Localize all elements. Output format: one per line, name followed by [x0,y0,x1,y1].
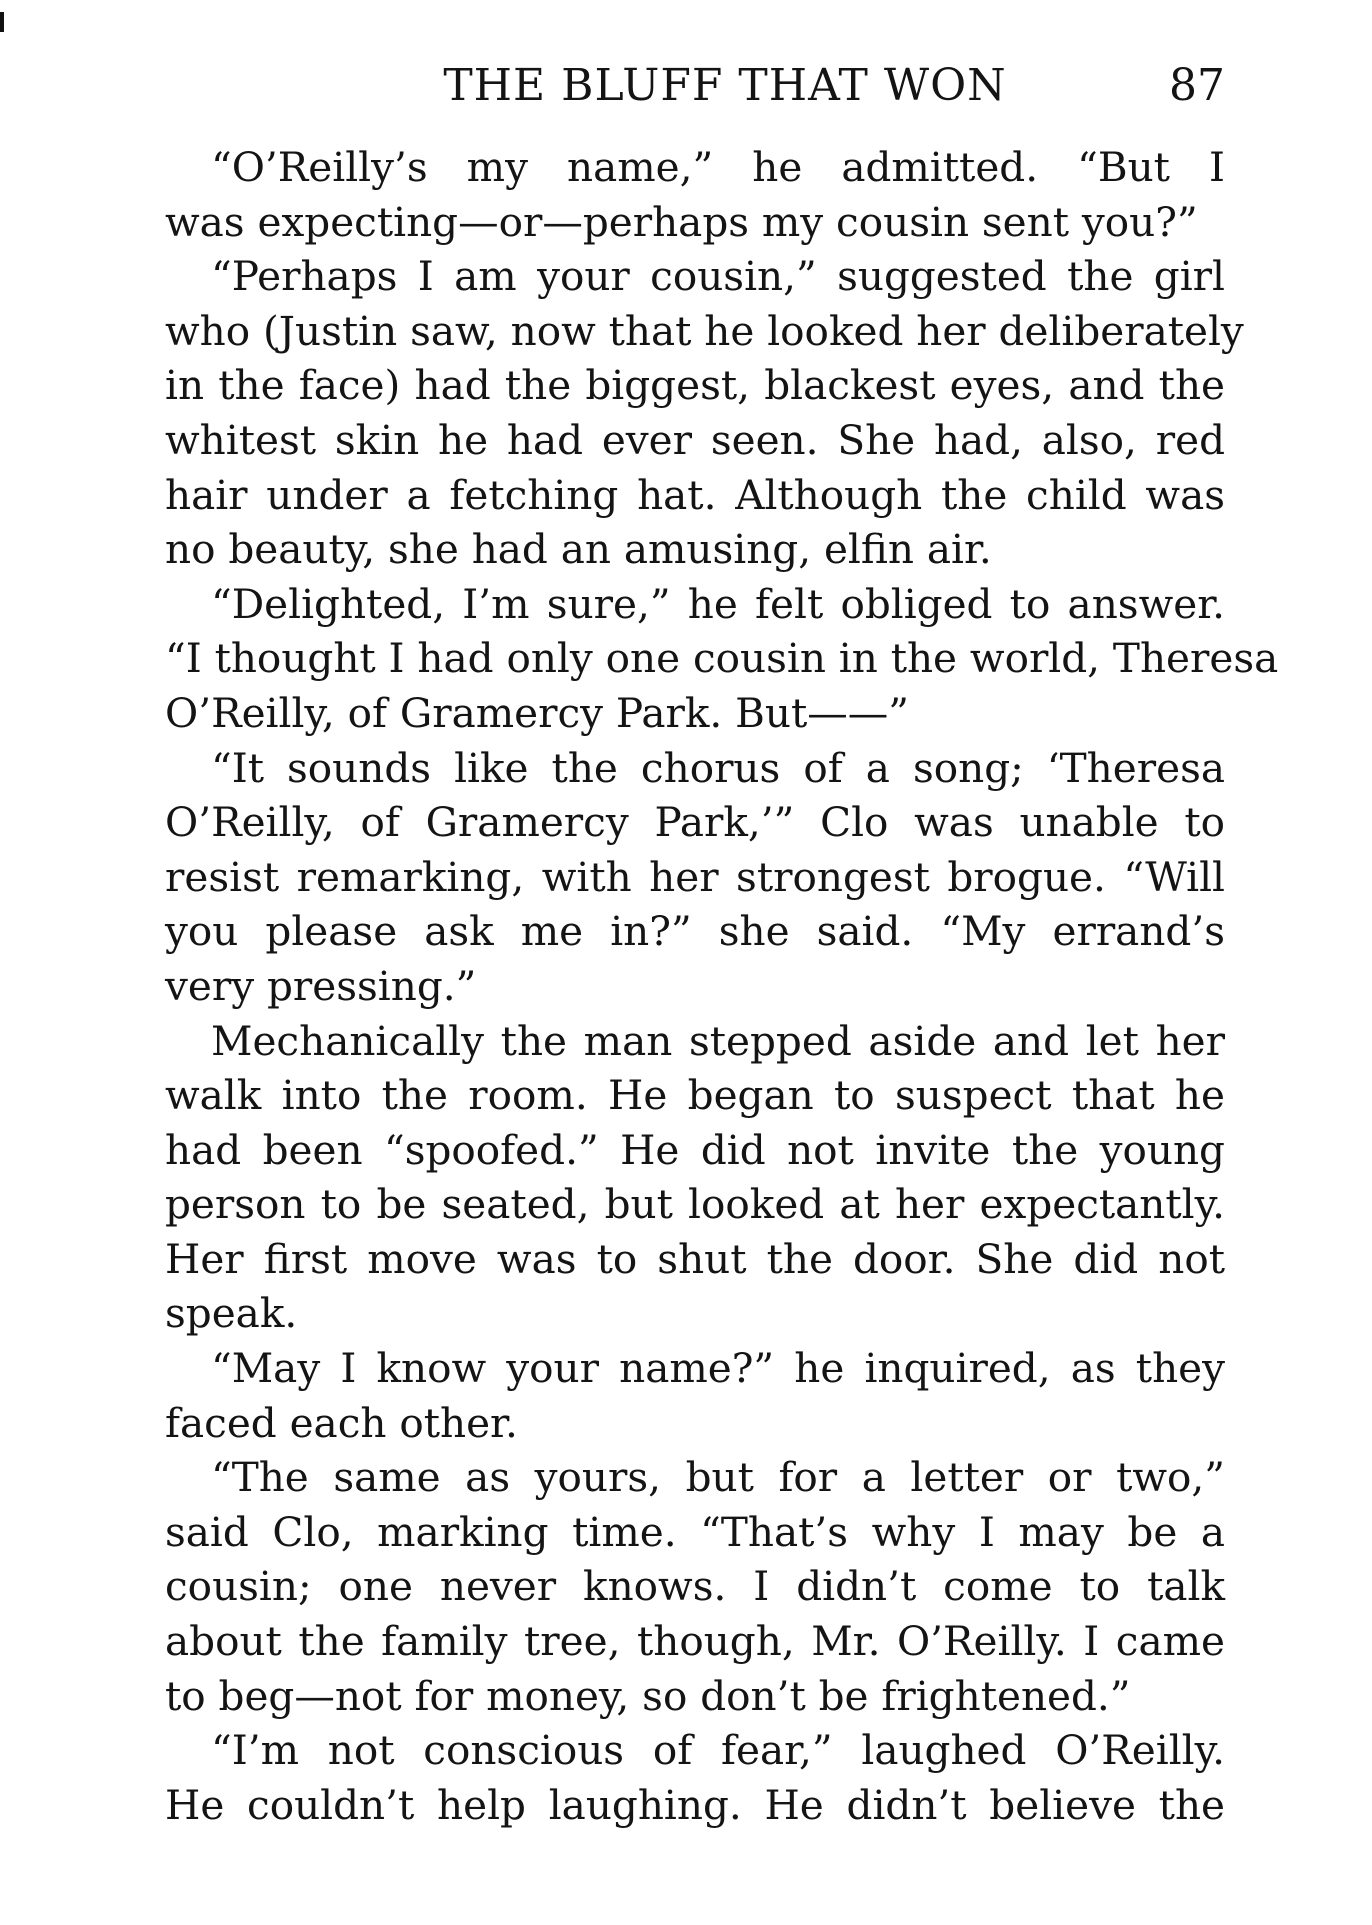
text-line: O’Reilly, of Gramercy Park. But——” [165,688,909,737]
text-line: who (Justin saw, now that he looked her deliberately [165,306,1244,355]
text-line: “O’Reilly’s my name,” he admitted. “But I [211,143,1225,191]
paragraph [165,1723,1225,1832]
text-line: about the family tree, though, Mr. O’Reilly. I came [165,1617,1225,1666]
text-line: person to be seated, but looked at her expectantly. [165,1180,1225,1229]
text-line: O’Reilly, of Gramercy Park,’” Clo was unable to [165,798,1225,847]
text-line: cousin; one never knows. I didn’t come to talk [165,1562,1225,1611]
paragraph [165,1450,1225,1723]
text-line: “Delighted, I’m sure,” he felt obliged to answer. [211,579,1225,628]
text-line: to beg—not for money, so don’t be frightened.” [165,1671,1131,1720]
page-number: 87 [1169,60,1225,111]
paragraph [165,1341,1225,1450]
text-line: He couldn’t help laughing. He didn’t believe the [165,1780,1225,1829]
running-head [165,58,1225,114]
paragraph [165,1014,1225,1342]
paragraph [165,249,1244,577]
text-line: resist remarking, with her strongest brogue. “Will [165,852,1225,901]
text-line: was expecting—or—perhaps my cousin sent you?” [165,197,1198,246]
text-line: Mechanically the man stepped aside and let her [211,1016,1225,1065]
paragraph [165,140,1225,249]
text-line: walk into the room. He began to suspect that he [165,1071,1225,1120]
text-line: you please ask me in?” she said. “My errand’s [165,907,1225,956]
running-title: THE BLUFF THAT WON [443,60,1007,111]
text-line: whitest skin he had ever seen. She had, also, red [165,415,1225,464]
text-line: very pressing.” [165,961,477,1010]
text-line: faced each other. [165,1398,518,1447]
text-line: “The same as yours, but for a letter or two,” [211,1453,1225,1502]
text-line: no beauty, she had an amusing, elfin air. [165,525,992,574]
scan-edge-mark [0,12,4,32]
text-line: had been “spoofed.” He did not invite the young [165,1125,1225,1174]
text-line: hair under a fetching hat. Although the child was [165,470,1225,519]
paragraph [165,741,1225,1014]
text-line: in the face) had the biggest, blackest eyes, and the [165,361,1225,410]
paragraph [165,577,1279,741]
text-line: “May I know your name?” he inquired, as they [211,1344,1225,1393]
text-line: said Clo, marking time. “That’s why I may be a [165,1507,1225,1556]
text-line: Her first move was to shut the door. She did not [165,1234,1225,1283]
text-line: “Perhaps I am your cousin,” suggested the girl [211,252,1225,301]
text-line: “I’m not conscious of fear,” laughed O’Reilly. [211,1726,1225,1775]
text-line: speak. [165,1289,298,1338]
text-line: “I thought I had only one cousin in the world, Theresa [165,634,1279,683]
body-text [165,140,1279,1832]
text-line: “It sounds like the chorus of a song; ‘Theresa [211,743,1225,792]
